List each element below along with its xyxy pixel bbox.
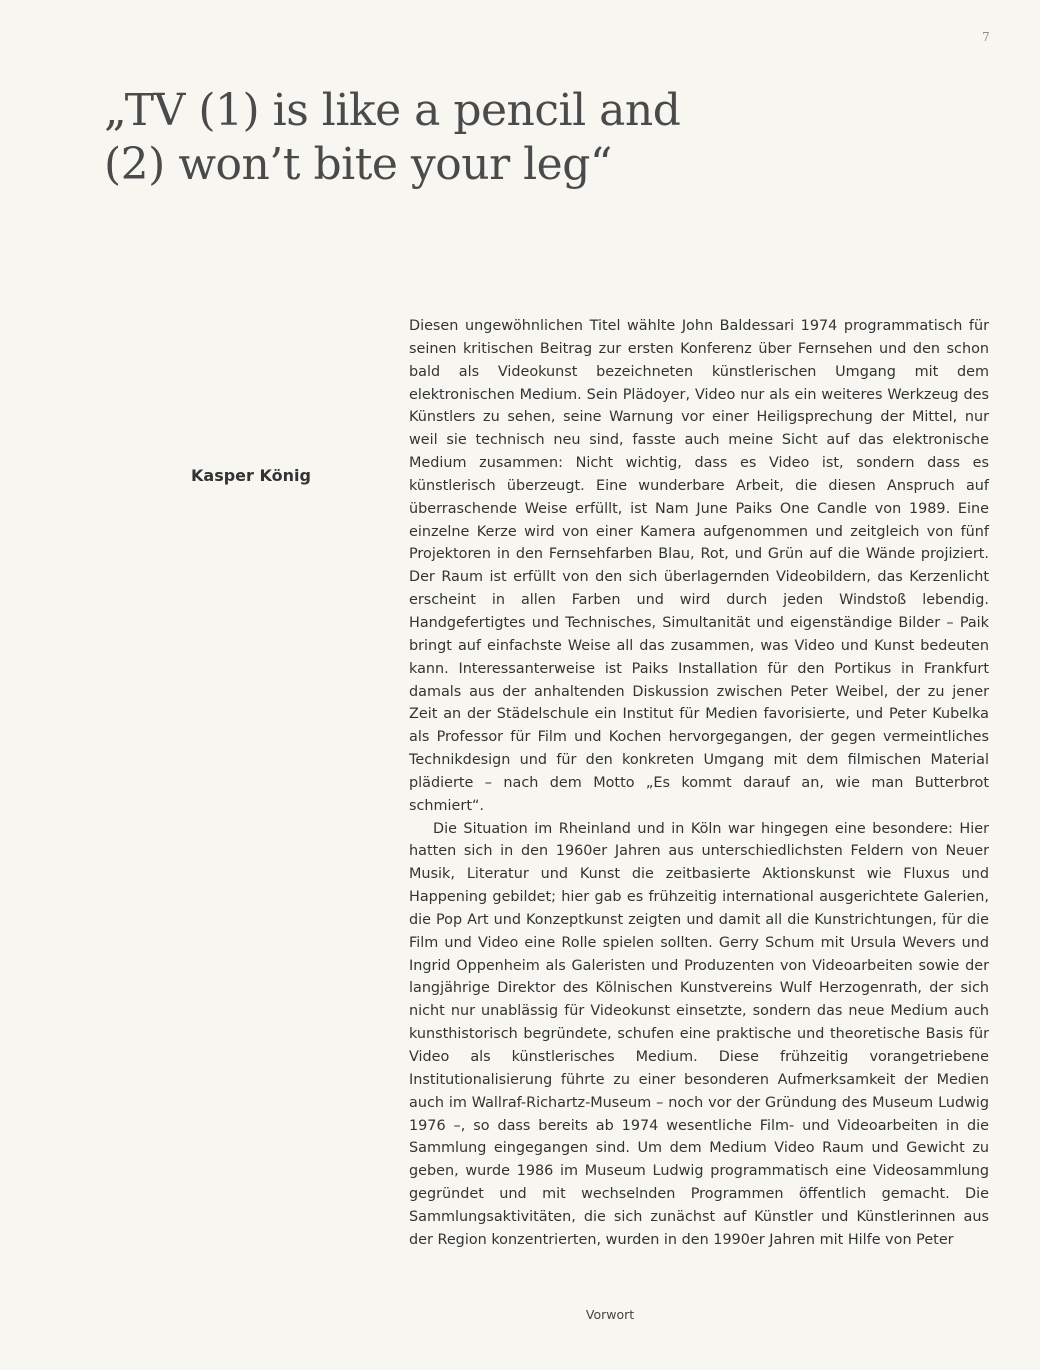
article-body	[409, 315, 989, 1252]
paragraph-1: Diesen ungewöhnlichen Titel wählte John Baldessari 1974 programmatisch für seinen kritischen Beitrag zur ersten Konferenz über Fernsehen und den schon bald als Videokunst bezeichneten künstlerischen Umgang mit dem elektronischen Medium. Sein Plädoyer, Video nur als ein weiteres Werkzeug des Künstlers zu sehen, seine Warnung vor einer Heiligsprechung der Mittel, nur weil sie technisch neu sind, fasste auch meine Sicht auf das elektronische Medium zusammen: Nicht wichtig, dass es Video ist, sondern dass es künstlerisch überzeugt. Eine wunderbare Arbeit, die diesen Anspruch auf überraschende Weise erfüllt, ist Nam June Paiks One Candle von 1989. Eine einzelne Kerze wird von einer Kamera aufgenommen und zeitgleich von fünf Projektoren in den Fernsehfarben Blau, Rot, und Grün auf die Wände projiziert. Der Raum ist erfüllt von den sich überlagernden Videobildern, das Kerzenlicht erscheint in allen Farben und wird durch jeden Windstoß lebendig. Handgefertigtes und Technisches, Simultanität und eigenständige Bilder – Paik bringt auf einfachste Weise all das zusammen, was Video und Kunst bedeuten kann. Interessanterweise ist Paiks Installation für den Portikus in Frankfurt damals aus der anhaltenden Diskussion zwischen Peter Weibel, der zu jener Zeit an der Städelschule ein Institut für Medien favorisierte, und Peter Kubelka als Professor für Film und Kochen hervorgegangen, der gegen vermeintliches Technikdesign und für den konkreten Umgang mit dem filmischen Material plädierte – nach dem Motto „Es kommt darauf an, wie man Butterbrot schmiert“.	[409, 318, 989, 814]
author-name: Kasper König	[191, 466, 311, 485]
title-line-2: (2) won’t bite your leg“	[104, 139, 612, 190]
title-line-1: „TV (1) is like a pencil and	[104, 85, 681, 136]
paragraph-2: Die Situation im Rheinland und in Köln war hingegen eine besondere: Hier hatten sich in den 1960er Jahren aus unterschiedlichsten Feldern von Neuer Musik, Literatur und Kunst die zeitbasierte Aktionskunst wie Fluxus und Happening gebildet; hier gab es frühzeitig international ausgerichtete Galerien, die Pop Art und Konzeptkunst zeigten und damit all die Kunstrichtungen, für die Film und Video eine Rolle spielen sollten. Gerry Schum mit Ursula Wevers und Ingrid Oppenheim als Galeristen und Produzenten von Videoarbeiten sowie der langjährige Direktor des Kölnischen Kunstvereins Wulf Herzogenrath, der sich nicht nur unablässig für Videokunst einsetzte, sondern das neue Medium auch kunsthistorisch begründete, schufen eine praktische und theoretische Basis für Video als künstlerisches Medium. Diese frühzeitig vorangetriebene Institutionalisierung führte zu einer besonderen Aufmerksamkeit der Medien auch im Wallraf-Richartz-Museum – noch vor der Gründung des Museum Ludwig 1976 –, so dass bereits ab 1974 wesentliche Film- und Videoarbeiten in die Sammlung eingegangen sind. Um dem Medium Video Raum und Gewicht zu geben, wurde 1986 im Museum Ludwig programmatisch eine Videosammlung gegründet und mit wechselnden Programmen öffentlich gemacht. Die Sammlungsaktivitäten, die sich zunächst auf Künstler und Künstlerinnen aus der Region konzentrierten, wurden in den 1990er Jahren mit Hilfe von Peter	[409, 820, 989, 1248]
page-title	[104, 84, 744, 192]
running-footer: Vorwort	[585, 1307, 635, 1322]
page-number: 7	[982, 30, 990, 44]
